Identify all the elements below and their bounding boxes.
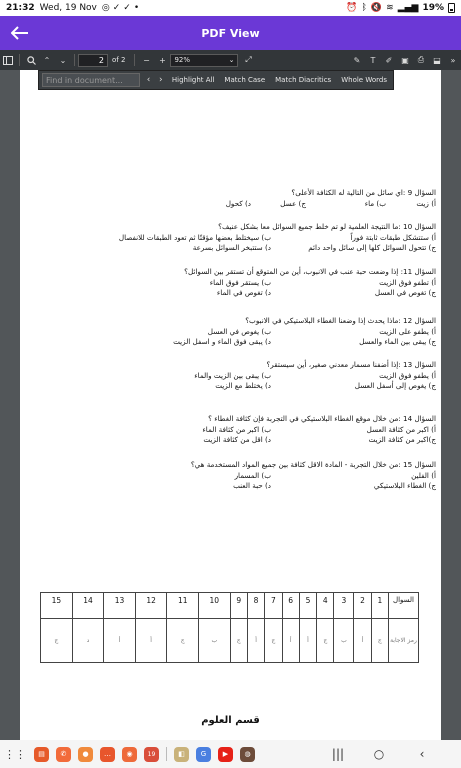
question-number-cell: 1 [371,593,388,619]
question-12 [50,316,436,348]
image-icon[interactable]: ▣ [401,55,409,65]
question-number-cell: 2 [354,593,371,619]
match-diacritics-toggle[interactable]: Match Diacritics [275,76,332,84]
page-count: of 2 [112,56,126,64]
dot-icon: • [133,3,140,13]
option: ج) عسل [280,198,306,208]
pdf-page-2 [20,140,441,740]
print-icon[interactable]: ⎙ [417,55,425,64]
question-label-cell: السوال [389,593,419,619]
question-number-cell: 3 [334,593,354,619]
option: ج) تتحول السوائل كلها إلى سائل واحد دائم [308,243,436,252]
highlight-all-toggle[interactable]: Highlight All [171,76,215,84]
option: ج) الغطاء البلاستيكي [373,481,436,490]
question-title: السؤال 14 :من خلال موقع الغطاء البلاستيكي في التجربة فإن كثافة الغطاء ؟ [208,414,436,423]
answer-cell: ج [167,619,199,663]
option: أ) يطفو على الزيت [379,326,436,336]
check-icon: ✓ [123,3,131,13]
camera-app-icon[interactable]: ◉ [122,747,137,762]
answer-cell: ب [334,619,354,663]
browser-app-icon[interactable]: ◍ [240,747,255,762]
option: د) كحول [225,198,251,208]
answer-cell: ج [317,619,334,663]
signal-icon: ▂▄▆ [397,3,419,13]
check-icon: ✓ [112,3,121,13]
option-row [50,278,436,289]
find-previous-icon[interactable]: ‹ [146,75,151,85]
answer-cell: أ [135,619,167,663]
find-next-icon[interactable]: › [158,75,163,85]
system-icons [346,3,455,13]
phone-app-icon[interactable]: ✆ [56,747,71,762]
answer-cell: أ [104,619,136,663]
question-number-cell: 11 [167,593,199,619]
battery-percent: 19% [422,3,444,13]
question-title: السؤال 10 :ما النتيجة العلمية لو تم خلط جميع السوائل معا بشكل عنيف؟ [218,222,436,231]
option: ب) يستقر فوق الماء [209,277,271,287]
back-arrow-icon[interactable] [8,21,32,45]
find-input[interactable]: Find in document... [42,73,140,87]
question-11 [50,267,436,299]
question-number-cell: 13 [104,593,136,619]
zoom-in-icon[interactable]: + [159,55,166,65]
question-13 [50,360,436,392]
pdf-toolbar [0,50,461,70]
option: ج) يغوص إلى أسفل العسل [354,381,436,390]
match-case-toggle[interactable]: Match Case [224,76,266,84]
option: ب) ماء [364,198,386,208]
text-icon[interactable]: T [370,55,376,65]
next-page-icon[interactable]: ⌄ [59,55,67,65]
option: ب) المسمار [234,470,271,480]
calendar-app-icon[interactable]: 19 [144,747,159,762]
answer-cell: ب [199,619,231,663]
option: ج)اكبر من كثافة الزيت [368,435,436,444]
option: ج) تغوص في العسل [374,288,436,297]
page-number-input[interactable]: 2 [78,54,108,67]
sidebar-toggle-icon[interactable] [0,52,16,68]
option-row [50,337,436,348]
question-title: السؤال 11: إذا وضعت حبة عنب في الانبوب، أين من المتوقع أن تستقر بين السوائل؟ [184,267,436,276]
more-tools-icon[interactable]: » [450,55,456,65]
answer-table-values-row [41,619,419,663]
question-number-cell: 14 [72,593,104,619]
answer-cell: ج [371,619,388,663]
option: د) ستتبخر السوائل بسرعة [192,243,271,252]
previous-page-icon[interactable]: ⌃ [43,55,51,65]
question-9 [50,188,436,209]
question-number-cell: 9 [230,593,247,619]
option-row [50,327,436,338]
document-viewer[interactable] [0,70,461,740]
files-app-icon[interactable]: ▤ [34,747,49,762]
question-title: السؤال 9 :اي سائل من التالية له الكثافة الأعلى؟ [291,188,436,197]
navigation-bar [0,740,461,768]
answer-cell: أ [247,619,264,663]
translate-app-icon[interactable]: G [196,747,211,762]
option-row [50,435,436,446]
expand-icon[interactable]: ⤢ [245,55,252,64]
instagram-icon: ◎ [101,3,110,13]
question-number-cell: 5 [299,593,316,619]
option: ب) سيختلط بعضها مؤقتًا ثم تعود الطبقات للانفصال [118,232,271,242]
draw-icon[interactable]: ✐ [385,55,393,65]
option: أ) زيت [416,198,436,208]
question-number-cell: 6 [282,593,299,619]
option-row [50,381,436,392]
option: ب) اكبر من كثافة الماء [202,424,271,434]
option-row [50,233,436,244]
bluetooth-icon: ᛒ [361,3,367,13]
option: أ) اكبر من كثافة العسل [366,424,436,434]
youtube-app-icon[interactable]: ▶ [218,747,233,762]
zoom-select[interactable] [170,54,238,67]
option: ج) يبقى بين الماء والعسل [359,337,436,346]
answer-label-cell: رمز الاجابة [389,619,419,663]
chevron-down-icon: ⌄ [228,55,235,64]
search-icon[interactable] [23,52,39,68]
notification-icons [102,3,139,13]
wifi-icon: ≋ [386,3,394,13]
option: د) اقل من كثافة الزيت [203,435,271,444]
find-bar [38,70,394,90]
app-title: PDF View [201,26,260,40]
question-title: السؤال 15 :من خلال التجربة - المادة الاقل كثافة بين جميع المواد المستخدمة هي؟ [190,460,436,469]
toolbar-divider [134,54,135,66]
question-number-cell: 12 [135,593,167,619]
answer-cell: أ [282,619,299,663]
answer-table [40,592,419,663]
option-row [50,199,436,210]
answer-cell: أ [299,619,316,663]
option: د) حبة العنب [233,481,271,490]
toolbar-divider [74,54,75,66]
option-row [50,471,436,482]
option: أ) ستتشكل طبقات ثابتة فوراً [350,232,436,242]
answer-cell: أ [354,619,371,663]
question-14 [50,414,436,446]
option-row [50,288,436,299]
option: أ) يطفو فوق الزيت [379,370,436,380]
question-title: السؤال 13 :إذا أضفنا مسمار معدني صغير، أين سيستقر؟ [266,360,436,369]
nav-divider [166,747,167,761]
status-bar [0,0,461,16]
status-date: Wed, 19 Nov [39,3,97,13]
option: د) يختلط مع الزيت [215,381,271,390]
app-drawer-icon[interactable]: ⋮⋮ [4,747,26,761]
option: أ) الفلين [411,470,436,480]
question-15 [50,460,436,492]
highlight-icon[interactable]: ✎ [353,55,361,65]
option: د) يبقى فوق الماء و اسفل الزيت [173,337,271,346]
save-icon[interactable]: ⬓ [433,55,441,65]
question-title: السؤال 12 :ماذا يحدث إذا وضعنا الغطاء البلاستيكي في الانبوب؟ [245,316,436,325]
answer-cell: د [72,619,104,663]
battery-icon [448,3,455,13]
messages-app-icon[interactable]: … [100,747,115,762]
question-10 [50,222,436,254]
recents-button-icon[interactable]: ||| [331,747,345,761]
option: ب) يبقى بين الزيت والماء [194,370,271,380]
question-number-cell: 7 [265,593,282,619]
option-row [50,371,436,382]
mute-icon: 🔇 [370,3,383,13]
answer-cell: ج [265,619,282,663]
status-time: 21:32 [6,3,35,13]
answer-cell: ج [230,619,247,663]
alarm-icon: ⏰ [346,3,358,13]
whole-words-toggle[interactable]: Whole Words [341,76,387,84]
recent-app-icon[interactable]: ◧ [174,747,189,762]
question-number-cell: 8 [247,593,264,619]
option-row [50,243,436,254]
app-bar [0,16,461,50]
question-number-cell: 15 [41,593,73,619]
option: أ) تطفو فوق الزيت [379,277,436,287]
back-button-icon[interactable]: ‹ [419,747,425,761]
answer-cell: ج [41,619,73,663]
home-button-icon[interactable]: ○ [373,747,385,761]
zoom-value: 92% [174,55,190,64]
question-number-cell: 10 [199,593,231,619]
contacts-app-icon[interactable]: ● [78,747,93,762]
question-number-cell: 4 [317,593,334,619]
option-row [50,425,436,436]
option-row [50,481,436,492]
answer-table-header-row [41,593,419,619]
department-title: قسم العلوم [201,715,260,726]
zoom-out-icon[interactable]: − [143,55,150,65]
toolbar-divider [19,54,20,66]
option: د) تغوص في الماء [216,288,271,297]
option: ب) يغوص في العسل [207,326,271,336]
